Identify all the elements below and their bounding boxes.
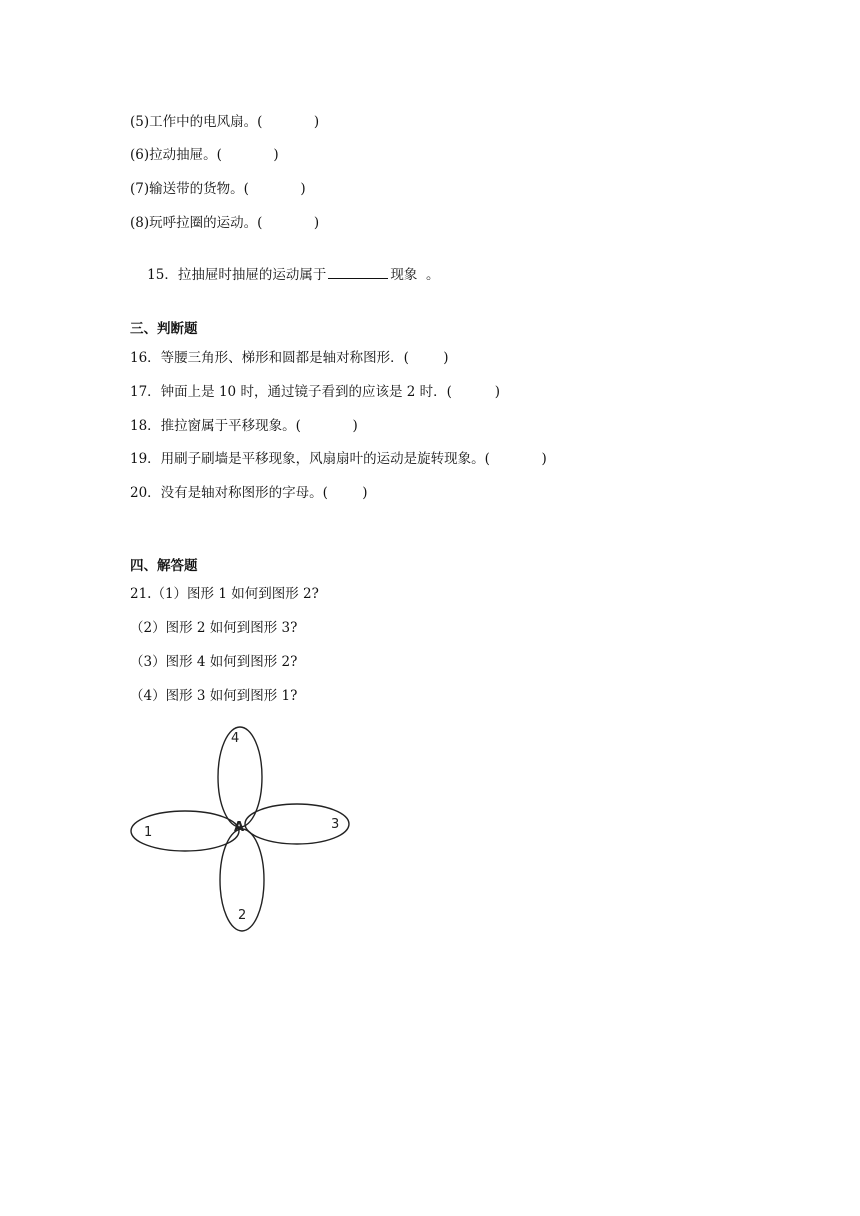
label-4: 4 bbox=[231, 731, 240, 746]
question-5: (5)工作中的电风扇。( ) bbox=[130, 114, 320, 130]
section-title-judgement: 三、判断题 bbox=[130, 321, 198, 337]
label-1: 1 bbox=[144, 825, 153, 840]
label-2: 2 bbox=[238, 908, 247, 923]
question-16: 16．等腰三角形、梯形和圆都是轴对称图形．( ) bbox=[130, 350, 449, 366]
question-20: 20．没有是轴对称图形的字母。( ) bbox=[130, 485, 368, 501]
question-19: 19．用刷子刷墙是平移现象，风扇扇叶的运动是旋转现象。( ) bbox=[130, 451, 547, 467]
question-21-part-4: （4）图形 3 如何到图形 1? bbox=[130, 688, 298, 704]
question-15-text-before: 15．拉抽屉时抽屉的运动属于 bbox=[147, 267, 327, 283]
question-6: (6)拉动抽屉。( ) bbox=[130, 147, 279, 163]
answer-blank[interactable] bbox=[328, 265, 388, 279]
question-8: (8)玩呼拉圈的运动。( ) bbox=[130, 215, 320, 231]
question-21-part-2: （2）图形 2 如何到图形 3? bbox=[130, 620, 298, 636]
question-21-part-1: 21.（1）图形 1 如何到图形 2? bbox=[130, 586, 319, 602]
center-point-label: A bbox=[234, 820, 245, 835]
section-title-answer: 四、解答题 bbox=[130, 558, 198, 574]
question-21-part-3: （3）图形 4 如何到图形 2? bbox=[130, 654, 298, 670]
label-3: 3 bbox=[331, 817, 340, 832]
question-7: (7)输送带的货物。( ) bbox=[130, 181, 306, 197]
question-17: 17．钟面上是 10 时，通过镜子看到的应该是 2 时．( ) bbox=[130, 384, 501, 400]
rotation-figure bbox=[128, 718, 354, 934]
question-15-text-after: 现象 。 bbox=[390, 267, 440, 283]
question-18: 18．推拉窗属于平移现象。( ) bbox=[130, 418, 358, 434]
question-15 bbox=[130, 247, 439, 302]
